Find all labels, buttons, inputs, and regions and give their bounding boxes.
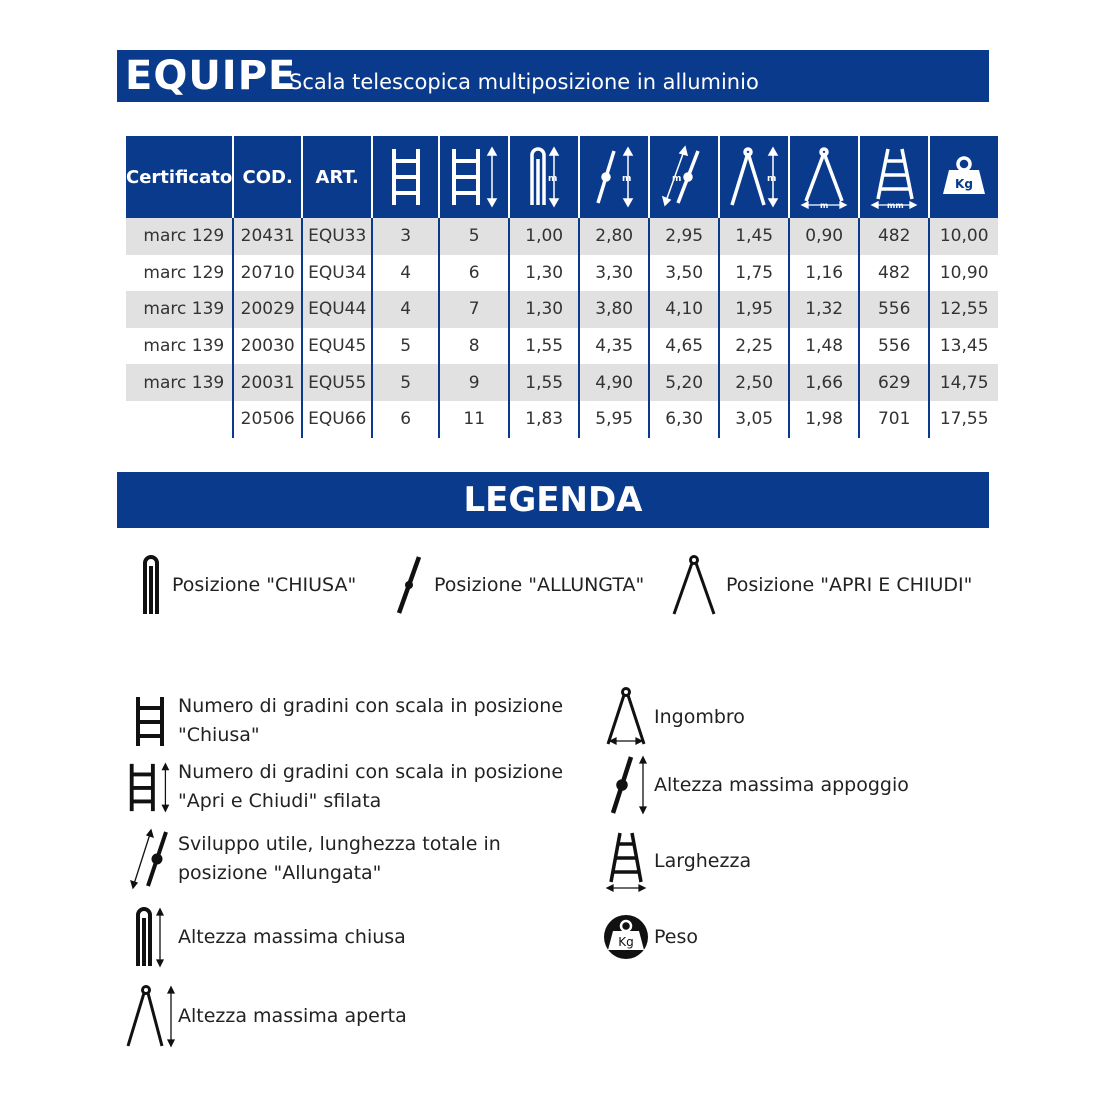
cell-art: EQU45	[302, 328, 372, 365]
legend-item-extended-length	[124, 828, 578, 890]
legend-item-width	[600, 830, 1054, 892]
cell-support-height: 4,35	[579, 328, 649, 365]
cell-certificato: marc 129	[143, 262, 225, 283]
legend-text-line: Numero di gradini con scala in posizione	[178, 695, 564, 717]
cell-art: EQU55	[302, 364, 372, 401]
cell-weight: 10,90	[929, 255, 998, 292]
cell-cod: 20030	[233, 328, 302, 365]
cell-certificato	[126, 401, 233, 438]
cell-width: 701	[859, 401, 929, 438]
cell-open-height: 1,75	[719, 255, 789, 292]
legend-text-line: Peso	[654, 925, 698, 948]
table-header-row	[126, 136, 998, 218]
closed-height-icon	[132, 906, 168, 968]
legend-position-closed	[138, 552, 356, 618]
svg-text:m: m	[622, 174, 632, 184]
legend-text-line: posizione "Allungata"	[178, 862, 382, 884]
cell-certificato: marc 129	[126, 218, 233, 255]
legend-text-line: Altezza massima appoggio	[654, 773, 909, 796]
cell-steps-closed: 4	[372, 255, 439, 292]
extended-length-icon	[649, 136, 719, 218]
legend-item-support-height	[600, 754, 1054, 816]
footprint-icon	[602, 686, 650, 748]
cell-footprint: 1,48	[789, 328, 859, 365]
cell-footprint: 1,16	[789, 255, 859, 292]
legend-title: LEGENDA	[463, 480, 643, 520]
extended-length-icon	[128, 828, 172, 890]
cell-art: EQU34	[302, 255, 372, 292]
legend-item-open-height	[124, 984, 578, 1048]
cell-support-height: 2,80	[579, 218, 649, 255]
legend-position-label: Posizione "CHIUSA"	[172, 574, 357, 596]
svg-text:m: m	[548, 174, 558, 184]
svg-text:m: m	[820, 201, 829, 209]
legend-text-line: Larghezza	[654, 849, 752, 872]
weight-kg-icon	[929, 136, 998, 218]
cell-open-height: 1,95	[719, 291, 789, 328]
cell-steps-open: 9	[439, 364, 509, 401]
cell-certificato: marc 139	[126, 364, 233, 401]
cell-extended-length: 4,10	[649, 291, 719, 328]
cell-steps-closed: 4	[372, 291, 439, 328]
cell-extended-length: 6,30	[649, 401, 719, 438]
svg-text:Kg: Kg	[955, 177, 974, 191]
brand-name: EQUIPE	[125, 53, 297, 99]
cell-open-height: 1,45	[719, 218, 789, 255]
title-banner	[117, 50, 989, 102]
cell-closed-height: 1,83	[509, 401, 579, 438]
legend-text-line: Altezza massima chiusa	[178, 925, 406, 948]
header-art: ART.	[302, 136, 372, 218]
table-row	[126, 328, 998, 365]
cell-footprint: 1,32	[789, 291, 859, 328]
cell-steps-closed: 5	[372, 328, 439, 365]
ladder-closed-steps-icon	[130, 694, 170, 748]
table-row	[126, 401, 998, 438]
footprint-m-icon	[789, 136, 859, 218]
cell-width: 556	[859, 328, 929, 365]
cell-weight: 17,55	[929, 401, 998, 438]
cell-weight: 12,55	[929, 291, 998, 328]
cell-steps-open: 6	[439, 255, 509, 292]
spec-table	[126, 136, 998, 438]
cell-art: EQU33	[302, 218, 372, 255]
cell-support-height: 5,95	[579, 401, 649, 438]
legend-text-line: Ingombro	[654, 705, 745, 728]
cell-weight: 10,00	[929, 218, 998, 255]
cell-width: 556	[859, 291, 929, 328]
legend-item-steps-closed	[124, 692, 578, 750]
subtitle: Scala telescopica multiposizione in alluminio	[289, 70, 759, 94]
width-mm-icon	[859, 136, 929, 218]
cell-certificato: marc 139	[126, 291, 233, 328]
width-icon	[603, 830, 649, 892]
cell-extended-length: 2,95	[649, 218, 719, 255]
cell-art: EQU66	[302, 401, 372, 438]
legend-position-label: Posizione "ALLUNGTA"	[434, 574, 645, 596]
svg-text:mm: mm	[887, 201, 904, 209]
legend-text-line: "Chiusa"	[178, 724, 260, 746]
open-height-icon	[124, 984, 176, 1048]
cell-steps-open: 5	[439, 218, 509, 255]
max-support-height-icon	[603, 754, 649, 816]
table-row	[126, 218, 998, 255]
cell-footprint: 1,66	[789, 364, 859, 401]
legend-position-label: Posizione "APRI E CHIUDI"	[726, 574, 973, 596]
legend-item-weight	[600, 912, 1054, 962]
cell-open-height: 2,50	[719, 364, 789, 401]
cell-footprint: 0,90	[789, 218, 859, 255]
closed-position-icon	[138, 554, 164, 616]
max-support-height-icon	[579, 136, 649, 218]
ladder-open-steps-icon	[124, 760, 176, 814]
cell-steps-closed: 5	[372, 364, 439, 401]
cell-cod: 20710	[233, 255, 302, 292]
cell-steps-open: 11	[439, 401, 509, 438]
legend-text-line: "Apri e Chiudi" sfilata	[178, 790, 382, 812]
legend-banner	[117, 472, 989, 528]
cell-steps-closed: 6	[372, 401, 439, 438]
ladder-open-steps-icon	[439, 136, 509, 218]
cell-closed-height: 1,55	[509, 364, 579, 401]
cell-steps-closed: 3	[372, 218, 439, 255]
legend-item-closed-height	[124, 906, 578, 968]
header-certificato: Certificato	[126, 136, 233, 218]
cell-cod: 20031	[233, 364, 302, 401]
cell-closed-height: 1,30	[509, 291, 579, 328]
closed-height-icon	[509, 136, 579, 218]
cell-weight: 14,75	[929, 364, 998, 401]
cell-closed-height: 1,00	[509, 218, 579, 255]
legend-text-line: Numero di gradini con scala in posizione	[178, 761, 564, 783]
cell-steps-open: 7	[439, 291, 509, 328]
cell-cod: 20431	[233, 218, 302, 255]
cell-width: 482	[859, 218, 929, 255]
cell-closed-height: 1,55	[509, 328, 579, 365]
weight-icon	[602, 912, 650, 962]
table-row	[126, 364, 998, 401]
legend-item-footprint	[600, 686, 1054, 748]
legend-position-open-close	[670, 552, 972, 618]
cell-footprint: 1,98	[789, 401, 859, 438]
table-row	[126, 291, 998, 328]
cell-extended-length: 5,20	[649, 364, 719, 401]
cell-cod: 20506	[233, 401, 302, 438]
legend-text-line: Altezza massima aperta	[178, 1004, 407, 1027]
cell-open-height: 3,05	[719, 401, 789, 438]
cell-weight: 13,45	[929, 328, 998, 365]
cell-width: 482	[859, 255, 929, 292]
legend-position-extended	[392, 552, 644, 618]
cell-support-height: 3,80	[579, 291, 649, 328]
svg-text:m: m	[767, 174, 777, 184]
cell-steps-open: 8	[439, 328, 509, 365]
open-close-position-icon	[670, 554, 718, 616]
legend-text-line: Sviluppo utile, lunghezza totale in	[178, 833, 501, 855]
ladder-closed-steps-icon	[372, 136, 439, 218]
cell-extended-length: 4,65	[649, 328, 719, 365]
cell-open-height: 2,25	[719, 328, 789, 365]
cell-extended-length: 3,50	[649, 255, 719, 292]
header-cod: COD.	[233, 136, 302, 218]
cell-closed-height: 1,30	[509, 255, 579, 292]
table-row	[126, 255, 998, 292]
legend-item-steps-open	[124, 758, 578, 816]
cell-width: 629	[859, 364, 929, 401]
cell-support-height: 4,90	[579, 364, 649, 401]
cell-art: EQU44	[302, 291, 372, 328]
open-height-icon	[719, 136, 789, 218]
cell-cod: 20029	[233, 291, 302, 328]
svg-text:Kg: Kg	[618, 935, 634, 949]
cell-certificato: marc 139	[143, 336, 225, 357]
svg-text:m: m	[672, 174, 682, 184]
extended-position-icon	[392, 554, 426, 616]
cell-support-height: 3,30	[579, 255, 649, 292]
